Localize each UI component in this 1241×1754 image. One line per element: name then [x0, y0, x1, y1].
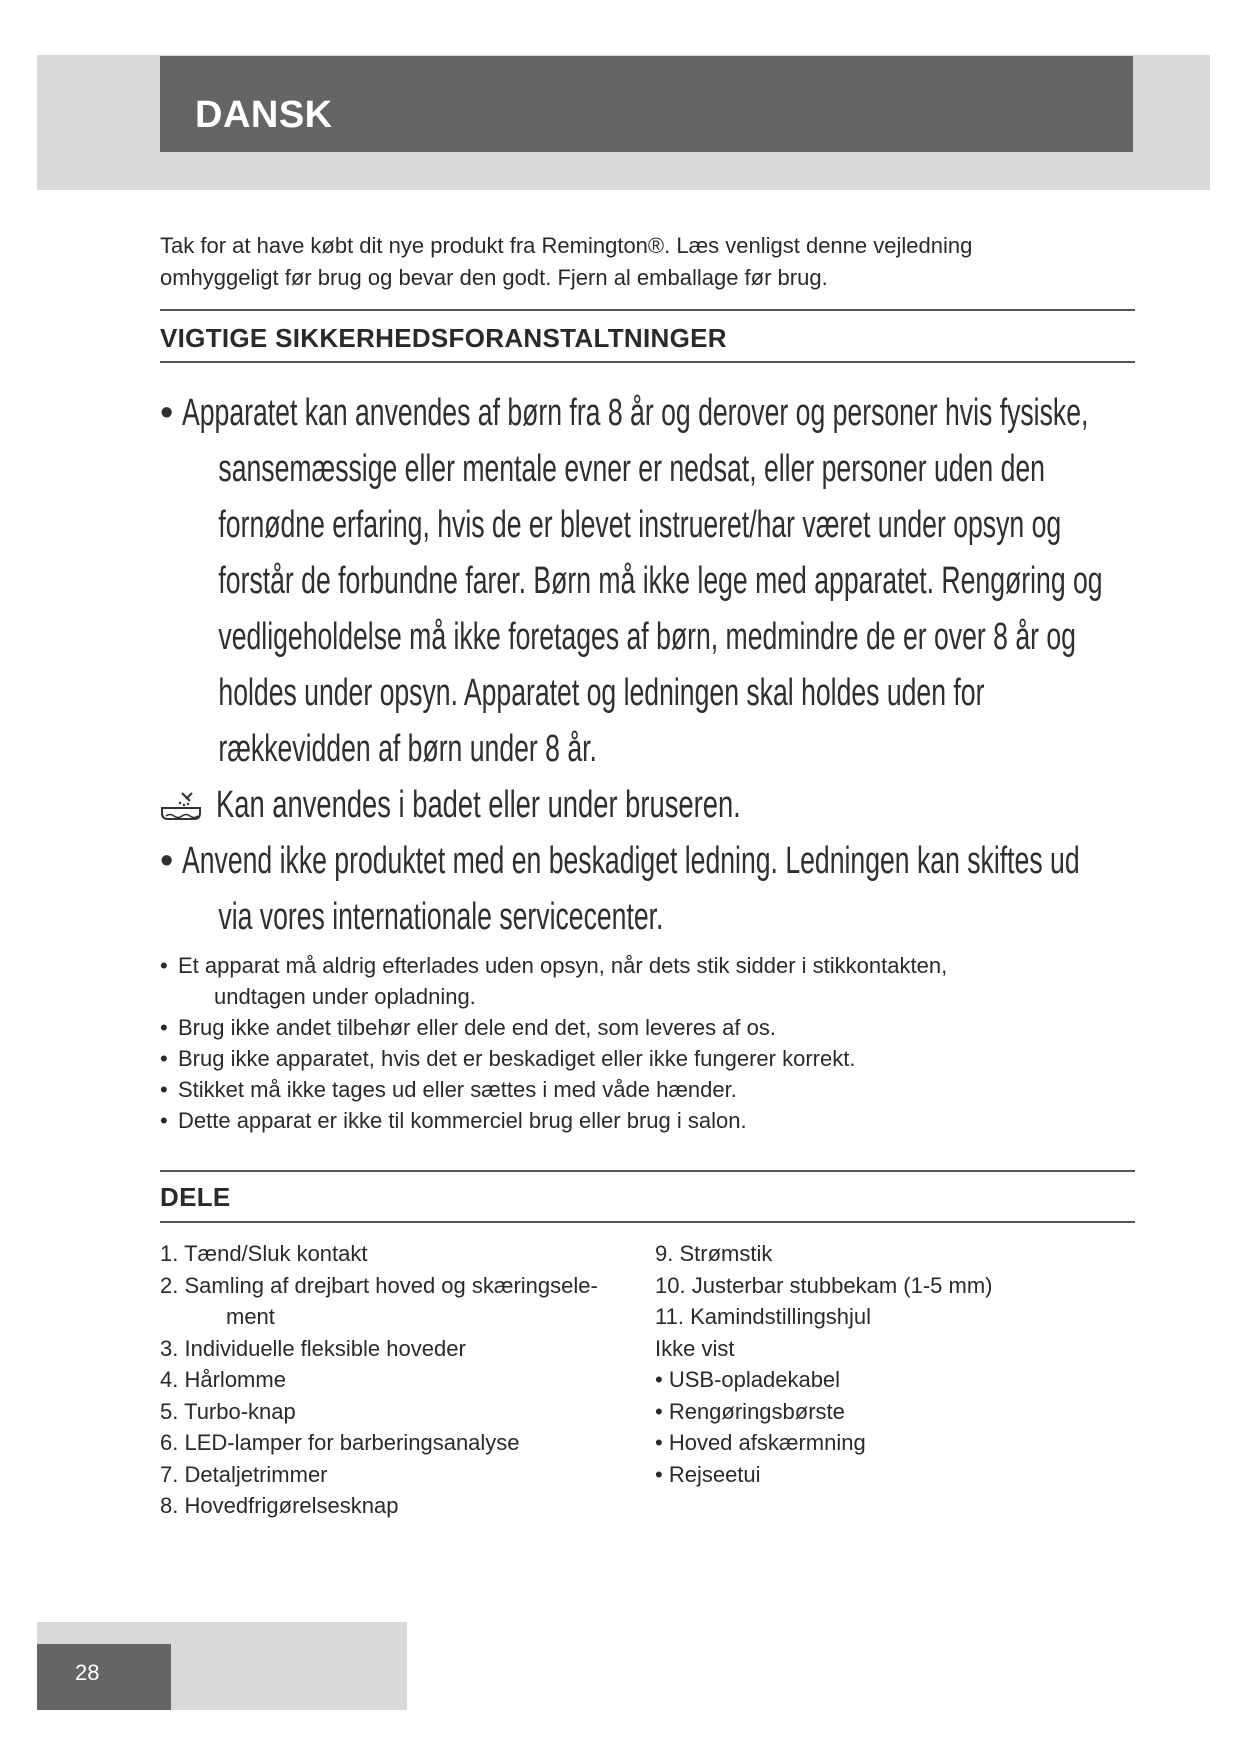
bullet: •: [655, 1398, 663, 1424]
part-number: 5.: [160, 1398, 179, 1424]
not-shown-label: Hoved afskærmning: [668, 1430, 866, 1455]
safety-line: via vores internationale servicecenter.: [218, 896, 664, 938]
part-number: 7.: [160, 1461, 179, 1487]
parts-list-item: [655, 1270, 992, 1302]
parts-list-item: [160, 1396, 598, 1428]
safety-item: [160, 1012, 1120, 1043]
part-number: 8.: [160, 1493, 179, 1518]
safety-line: holdes under opsyn. Apparatet og ledningen skal holdes uden for: [218, 672, 985, 714]
bathtub-shower-icon: [160, 791, 202, 821]
shower-note: [160, 777, 1120, 833]
part-label: Strømstik: [679, 1241, 773, 1266]
bullet: •: [160, 1015, 168, 1040]
section-rule: [160, 309, 1135, 311]
page-number-box: [37, 1644, 171, 1710]
parts-list-item: [160, 1490, 598, 1522]
safety-line: Anvend ikke produktet med en beskadiget ledning. Ledningen kan skiftes ud: [182, 840, 1080, 882]
intro-line-1: Tak for at have købt dit nye produkt fra Remington®. Læs venligst denne vejledning: [160, 233, 973, 258]
part-number: 3.: [160, 1335, 179, 1361]
safety-line: fornødne erfaring, hvis de er blevet instrueret/har været under opsyn og: [218, 504, 1062, 546]
part-number: 9.: [655, 1241, 674, 1266]
not-shown-label: USB-opladekabel: [668, 1367, 841, 1392]
safety-line: vedligeholdelse må ikke foretages af børn, medmindre de er over 8 år og: [218, 616, 1076, 658]
part-number: 11.: [655, 1304, 684, 1329]
not-shown-item: [655, 1427, 992, 1459]
bullet: •: [160, 953, 168, 978]
safety-section-title: VIGTIGE SIKKERHEDSFORANSTALTNINGER: [160, 323, 727, 353]
intro-paragraph: [160, 230, 1120, 294]
safety-item-text: Brug ikke apparatet, hvis det er beskadiget eller ikke fungerer korrekt.: [178, 1046, 856, 1071]
section-rule: [160, 1170, 1135, 1172]
parts-list-item: [160, 1364, 598, 1396]
bullet: •: [160, 1108, 168, 1133]
not-shown-label: Rejseetui: [668, 1461, 761, 1487]
shower-note-text: Kan anvendes i badet eller under bruseren.: [216, 784, 741, 826]
part-label-continuation: ment: [226, 1304, 275, 1329]
part-number: 4.: [160, 1367, 179, 1392]
parts-list-item: [160, 1427, 598, 1459]
not-shown-item: [655, 1364, 992, 1396]
part-label: Kamindstillingshjul: [690, 1304, 872, 1329]
part-number: 2.: [160, 1272, 179, 1298]
section-rule: [160, 361, 1135, 363]
parts-list-right: [655, 1238, 992, 1490]
part-label: Individuelle fleksible hoveder: [184, 1335, 466, 1361]
parts-list-item: [655, 1238, 992, 1270]
safety-item: [160, 1105, 1120, 1136]
safety-large-items: [160, 385, 1120, 945]
part-number: 6.: [160, 1430, 179, 1455]
bullet: •: [655, 1461, 663, 1487]
safety-line: Apparatet kan anvendes af børn fra 8 år og derover og personer hvis fysiske,: [182, 392, 1089, 434]
not-shown-label: Rengøringsbørste: [668, 1398, 845, 1424]
bullet: •: [160, 1046, 168, 1071]
bullet: •: [160, 392, 174, 434]
parts-list-item: [160, 1270, 598, 1302]
safety-item-text: Et apparat må aldrig efterlades uden opsyn, når dets stik sidder i stikkontakten,: [178, 953, 948, 978]
part-label: Justerbar stubbekam (1-5 mm): [691, 1272, 993, 1298]
part-number: 10.: [655, 1272, 686, 1298]
part-label: Hårlomme: [184, 1367, 286, 1392]
safety-item: [160, 950, 1120, 1012]
not-shown-heading: Ikke vist: [655, 1335, 735, 1361]
bullet: •: [160, 1077, 168, 1102]
safety-line: forstår de forbundne farer. Børn må ikke lege med apparatet. Rengøring og: [218, 560, 1103, 602]
parts-list-item: [160, 1238, 598, 1270]
part-label: LED-lamper for barberingsanalyse: [184, 1430, 520, 1455]
bullet: •: [160, 840, 174, 882]
safety-item-cord: [160, 833, 1120, 945]
part-number: 1.: [160, 1241, 179, 1266]
safety-item-text: Stikket må ikke tages ud eller sættes i med våde hænder.: [178, 1077, 737, 1102]
safety-line: sansemæssige eller mentale evner er nedsat, eller personer uden den: [218, 448, 1045, 490]
parts-list-item: [655, 1301, 992, 1333]
part-label: Samling af drejbart hoved og skæringsele-: [184, 1272, 598, 1298]
part-label: Tænd/Sluk kontakt: [184, 1241, 368, 1266]
page-number: 28: [75, 1660, 100, 1685]
safety-item-text: Brug ikke andet tilbehør eller dele end det, som leveres af os.: [178, 1015, 776, 1040]
parts-section-title: DELE: [160, 1182, 231, 1212]
section-rule: [160, 1221, 1135, 1223]
part-label: Turbo-knap: [184, 1398, 296, 1424]
not-shown-item: [655, 1396, 992, 1428]
parts-list-left: [160, 1238, 598, 1522]
not-shown-item: [655, 1459, 992, 1491]
safety-item-text: Dette apparat er ikke til kommerciel brug eller brug i salon.: [178, 1108, 747, 1133]
safety-item: [160, 1043, 1120, 1074]
page-title: DANSK: [195, 94, 333, 136]
parts-list-item: [160, 1459, 598, 1491]
safety-item: [160, 1074, 1120, 1105]
bullet: •: [655, 1430, 663, 1455]
part-label: Hovedfrigørelsesknap: [184, 1493, 399, 1518]
safety-line: rækkevidden af børn under 8 år.: [218, 728, 597, 770]
safety-small-items: [160, 950, 1120, 1136]
parts-list-item: [160, 1333, 598, 1365]
safety-item-children: [160, 385, 1120, 777]
part-label: Detaljetrimmer: [184, 1461, 328, 1487]
intro-line-2: omhyggeligt før brug og bevar den godt. Fjern al emballage før brug.: [160, 265, 828, 290]
bullet: •: [655, 1367, 663, 1392]
safety-item-continuation: undtagen under opladning.: [214, 984, 476, 1009]
